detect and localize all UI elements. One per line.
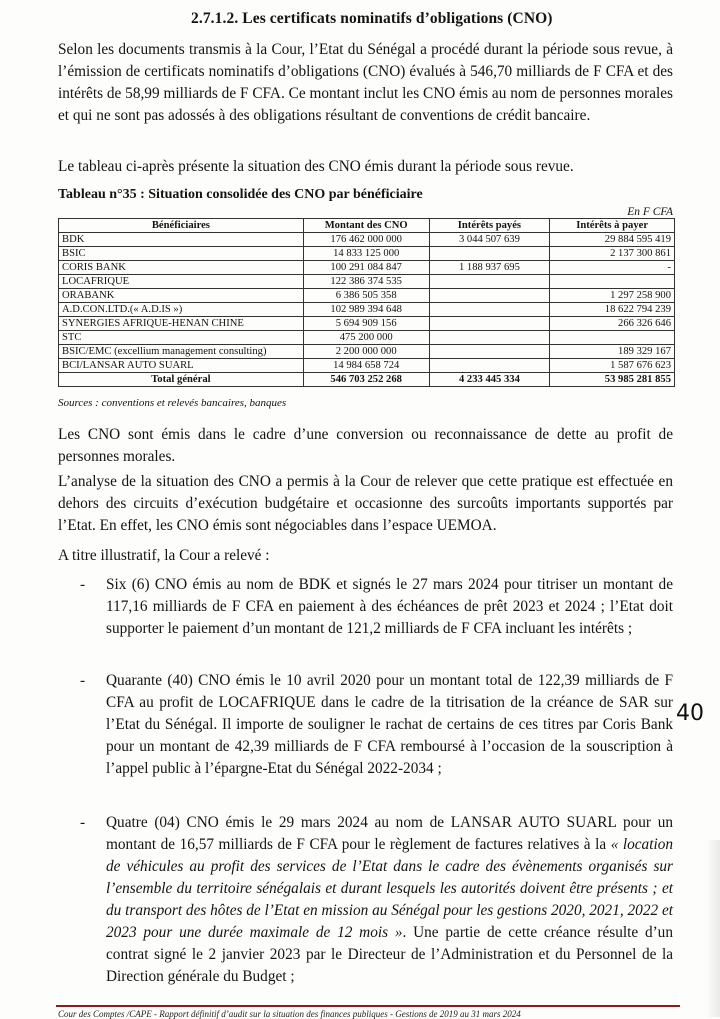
paragraph-analysis: L’analyse de la situation des CNO a permis à la Cour de relever que cette pratique est effectuée en dehors des circuits d’exécution budgétaire et occasionne des surcoûts importants supportés par l’Etat. En effet, les CNO émis sont négociables dans l’espace UEMOA. [58, 473, 673, 534]
interest-due-cell: 29 884 595 419 [550, 233, 675, 247]
beneficiary-cell: BCI/LANSAR AUTO SUARL [59, 359, 304, 373]
table-header-row [59, 219, 675, 233]
amount-cell: 176 462 000 000 [303, 233, 429, 247]
table-row [59, 289, 675, 303]
list-bullet: - [80, 672, 86, 689]
section-heading: 2.7.1.2. Les certificats nominatifs d’obligations (CNO) [191, 10, 553, 27]
table-row [59, 275, 675, 289]
interest-paid-cell: 1 188 937 695 [429, 261, 550, 275]
table-row [59, 317, 675, 331]
table-row [59, 233, 675, 247]
total-interest-due-cell: 53 985 281 855 [550, 373, 675, 387]
beneficiary-cell: BSIC/EMC (excellium management consulting) [59, 345, 304, 359]
beneficiary-cell: A.D.CON.LTD.(« A.D.IS ») [59, 303, 304, 317]
amount-cell: 100 291 084 847 [303, 261, 429, 275]
table-row [59, 247, 675, 261]
interest-due-cell: 18 622 794 239 [550, 303, 675, 317]
beneficiary-cell: CORIS BANK [59, 261, 304, 275]
page-edge-shadow [706, 840, 720, 1017]
interest-paid-cell [429, 331, 550, 345]
total-interest-paid-cell: 4 233 445 334 [429, 373, 550, 387]
beneficiary-cell: ORABANK [59, 289, 304, 303]
list-bullet: - [80, 814, 86, 831]
beneficiary-cell: SYNERGIES AFRIQUE-HENAN CHINE [59, 317, 304, 331]
table-title: Tableau n°35 : Situation consolidée des CNO par bénéficiaire [58, 187, 423, 202]
column-header: Intérêts payés [429, 219, 550, 233]
column-header: Montant des CNO [303, 219, 429, 233]
amount-cell: 14 984 658 724 [303, 359, 429, 373]
lansar-text-start: Quatre (04) CNO émis le 29 mars 2024 au nom de LANSAR AUTO SUARL pour un montant de 16,57 milliards de F CFA pour le règlement de factures relatives à la [106, 814, 673, 853]
amount-cell: 475 200 000 [303, 331, 429, 345]
table-unit-note: En F CFA [627, 206, 673, 218]
table-row [59, 261, 675, 275]
interest-paid-cell [429, 345, 550, 359]
interest-due-cell: 189 329 167 [550, 345, 675, 359]
table-row [59, 359, 675, 373]
total-row [59, 373, 675, 387]
list-item-lansar [106, 812, 673, 988]
amount-cell: 5 694 909 156 [303, 317, 429, 331]
amount-cell: 2 200 000 000 [303, 345, 429, 359]
lansar-quote: « location de véhicules au profit des services de l’Etat dans le cadre des évènements organisés sur l’ensemble du territoire sénégalais et durant lesquels les autorités doivent être présents ; et du transport des hôtes de l’Etat en mission au Sénégal pour les gestions 2020, 2021, 2022 et 2023 pour une durée maximale de 12 mois » [106, 836, 673, 941]
interest-paid-cell [429, 275, 550, 289]
footer-divider [56, 1005, 680, 1007]
interest-due-cell: 1 297 258 900 [550, 289, 675, 303]
beneficiary-cell: LOCAFRIQUE [59, 275, 304, 289]
list-bullet: - [80, 576, 86, 593]
interest-due-cell: 2 137 300 861 [550, 247, 675, 261]
interest-paid-cell: 3 044 507 639 [429, 233, 550, 247]
paragraph-cno-purpose: Les CNO sont émis dans le cadre d’une conversion ou reconnaissance de dette au profit de personnes morales. [58, 426, 673, 465]
beneficiary-cell: STC [59, 331, 304, 345]
page-footer: Cour des Comptes /CAPE - Rapport définitif d’audit sur la situation des finances publiques - Gestions de 2019 au 31 mars 2024 [58, 1009, 521, 1019]
paragraph-illustration: A titre illustratif, la Cour a relevé : [58, 547, 270, 564]
intro-paragraph: Selon les documents transmis à la Cour, l’Etat du Sénégal a procédé durant la période sous revue, à l’émission de certificats nominatifs d’obligations (CNO) évalués à 546,70 milliards de F CFA et des intérêts de 58,99 milliards de F CFA. Ce montant inclut les CNO émis au nom de personnes morales et qui ne sont pas adossés à des obligations résultant de conventions de crédit bancaire. [58, 41, 673, 124]
table-row [59, 331, 675, 345]
amount-cell: 6 386 505 358 [303, 289, 429, 303]
amount-cell: 122 386 374 535 [303, 275, 429, 289]
column-header: Intérêts à payer [550, 219, 675, 233]
interest-due-cell [550, 331, 675, 345]
column-header: Bénéficiaires [59, 219, 304, 233]
interest-paid-cell [429, 289, 550, 303]
interest-due-cell: 266 326 646 [550, 317, 675, 331]
interest-paid-cell [429, 303, 550, 317]
list-item-locafrique: Quarante (40) CNO émis le 10 avril 2020 pour un montant total de 122,39 milliards de F CFA au profit de LOCAFRIQUE dans le cadre de la titrisation de la créance de SAR sur l’Etat du Sénégal. Il importe de souligner le rachat de certains de ces titres par Coris Bank pour un montant de 42,39 milliards de F CFA remboursé à l’occasion de la souscription à l’appel public à l’épargne-Etat du Sénégal 2022-2034 ; [106, 672, 673, 777]
interest-paid-cell [429, 317, 550, 331]
interest-due-cell: - [550, 261, 675, 275]
interest-due-cell: 1 587 676 623 [550, 359, 675, 373]
amount-cell: 14 833 125 000 [303, 247, 429, 261]
cno-table [58, 218, 675, 387]
lansar-text-end: . Une partie de cette créance résulte d’un contrat signé le 2 janvier 2023 par le Directeur de l’Administration et du Personnel de la Direction générale du Budget ; [106, 924, 673, 985]
table-intro-paragraph: Le tableau ci-après présente la situation des CNO émis durant la période sous revue. [58, 158, 574, 175]
list-item-bdk: Six (6) CNO émis au nom de BDK et signés le 27 mars 2024 pour titriser un montant de 117,16 milliards de F CFA en paiement à des échéances de prêt 2023 et 2024 ; l’Etat doit supporter le paiement d’un montant de 121,2 milliards de F CFA incluant les intérêts ; [106, 576, 673, 637]
total-label-cell: Total général [59, 373, 304, 387]
beneficiary-cell: BSIC [59, 247, 304, 261]
table-row [59, 345, 675, 359]
table-row [59, 303, 675, 317]
table-sources: Sources : conventions et relevés bancaires, banques [58, 397, 287, 409]
amount-cell: 102 989 394 648 [303, 303, 429, 317]
interest-paid-cell [429, 247, 550, 261]
total-amount-cell: 546 703 252 268 [303, 373, 429, 387]
beneficiary-cell: BDK [59, 233, 304, 247]
interest-due-cell [550, 275, 675, 289]
interest-paid-cell [429, 359, 550, 373]
page-number: 40 [676, 701, 704, 726]
